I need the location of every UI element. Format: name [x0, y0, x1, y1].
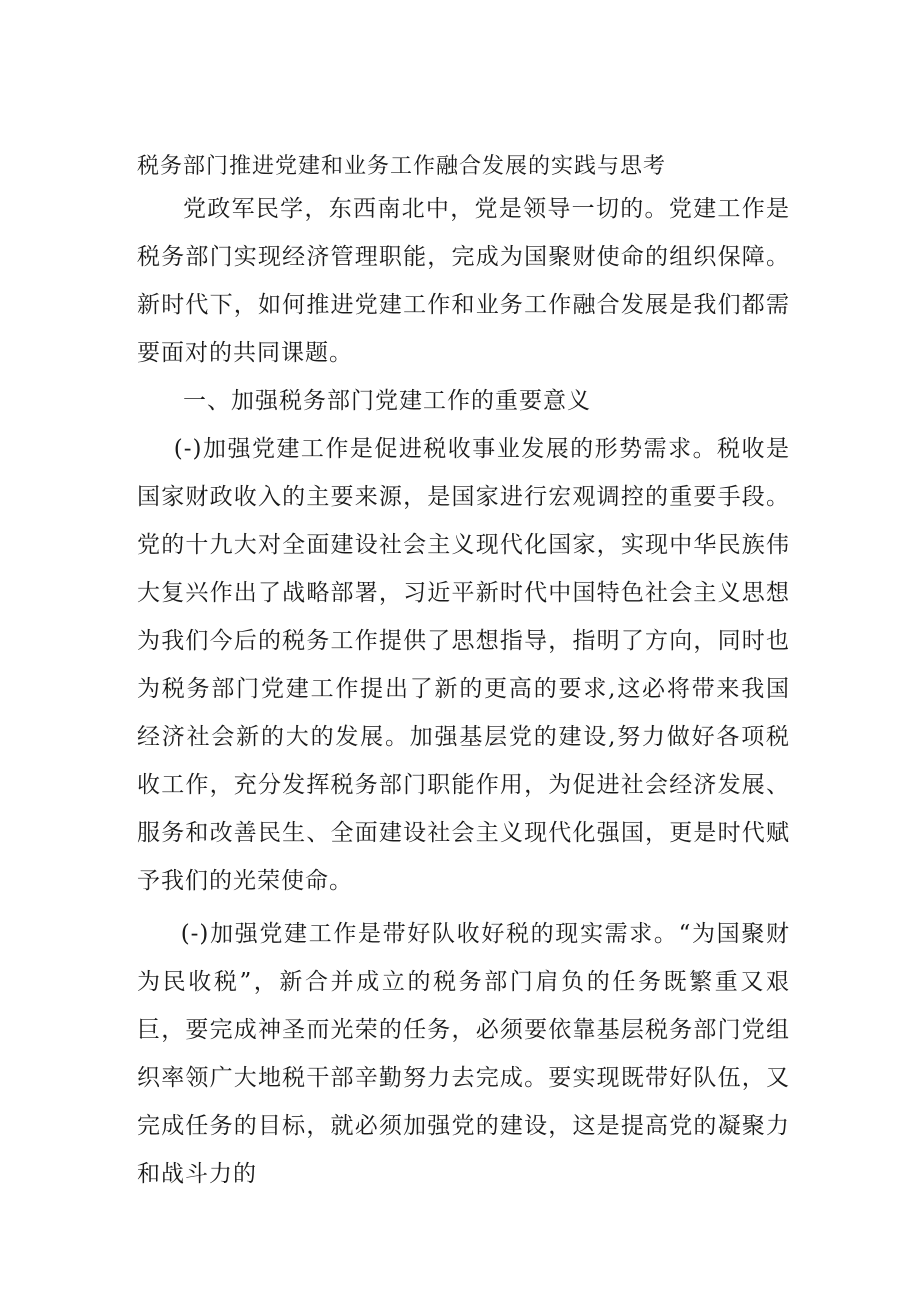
- subsection-paragraph-2: (-)加强党建工作是带好队收好税的现实需求。“为国聚财为民收税”，新合并成立的税务部门肩负的任务既繁重又艰巨，要完成神圣而光荣的任务，必须要依靠基层税务部门党组织率领广大地税干部辛勤努力去完成。要实现既带好队伍，又完成任务的目标，就必须加强党的建设，这是提高党的凝聚力和战斗力的: [137, 921, 790, 1187]
- subsection-paragraph-1: (-)加强党建工作是促进税收事业发展的形势需求。税收是国家财政收入的主要来源，是国家进行宏观调控的重要手段。党的十九大对全面建设社会主义现代化国家，实现中华民族伟大复兴作出了战略部署，习近平新时代中国特色社会主义思想为我们今后的税务工作提供了思想指导，指明了方向，同时也为税务部门党建工作提出了新的更高的要求,这必将带来我国经济社会新的大的发展。加强基层党的建设,努力做好各项税收工作，充分发挥税务部门职能作用，为促进社会经济发展、服务和改善民生、全面建设社会主义现代化强国，更是时代赋予我们的光荣使命。: [137, 436, 790, 894]
- intro-paragraph: 党政军民学，东西南北中，党是领导一切的。党建工作是税务部门实现经济管理职能，完成为国聚财使命的组织保障。新时代下，如何推进党建工作和业务工作融合发展是我们都需要面对的共同课题。: [137, 196, 790, 366]
- document-body: [137, 185, 790, 1198]
- document-title: 税务部门推进党建和业务工作融合发展的实践与思考: [137, 154, 667, 179]
- section-heading: 一、加强税务部门党建工作的重要意义: [183, 388, 591, 414]
